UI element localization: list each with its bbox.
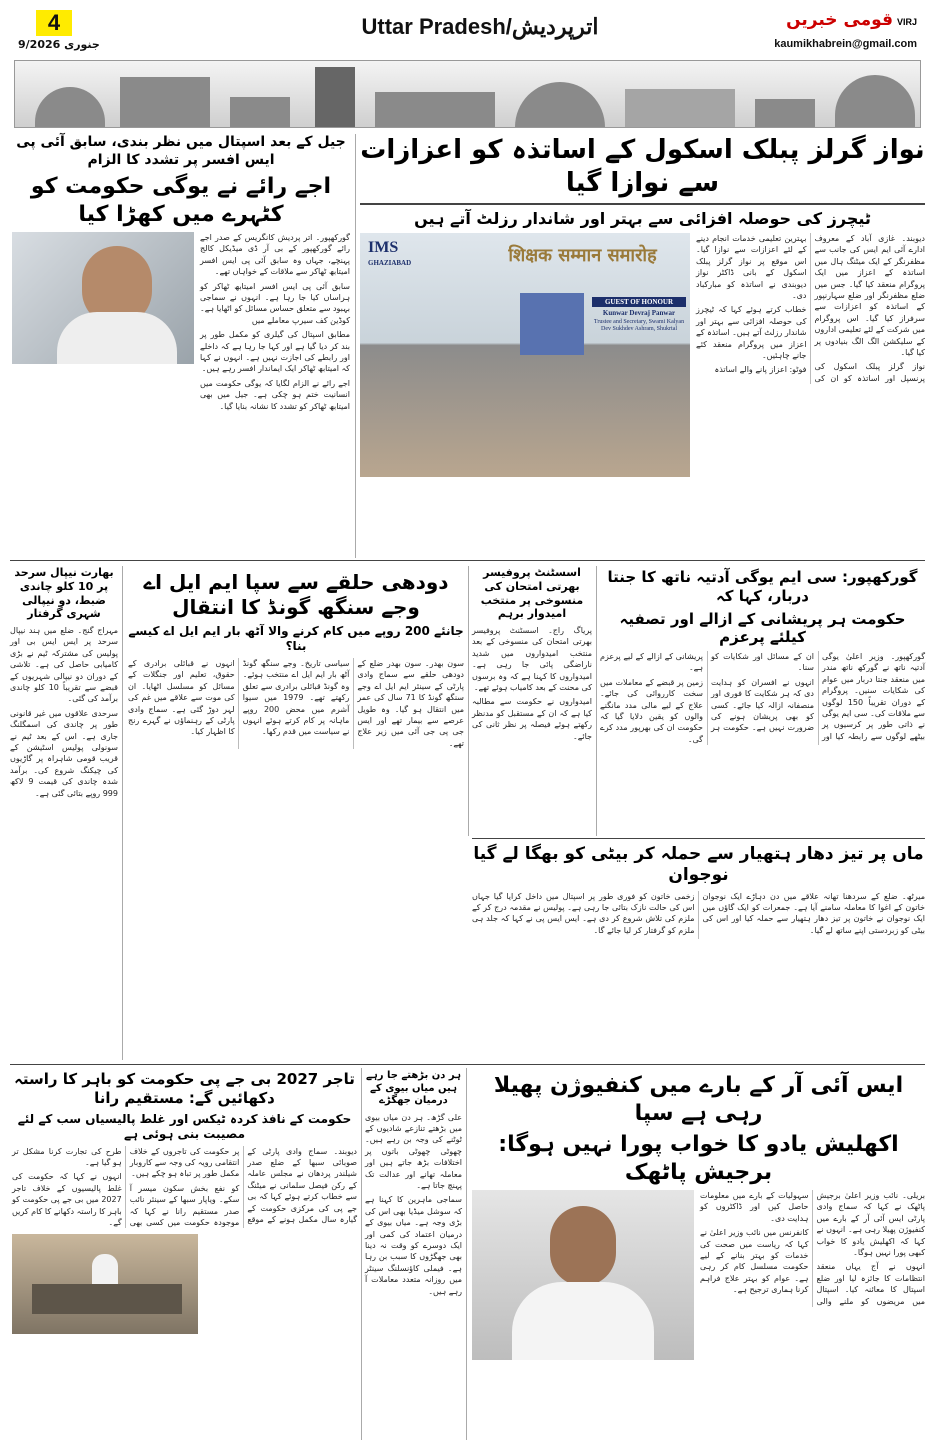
article-paragraph: مہراج گنج۔ ضلع میں ہند نیپال سرحد پر ایس ایس بی اور پولیس کی مشترکہ ٹیم نے بڑی کامیابی حاصل کی ہے۔ تلاشی کے دوران دو نیپالی شہریوں کے قبضے سے تقریباً 10 کلو چاندی برآمد کی گئی۔ <box>10 626 118 704</box>
contact-email: kaumikhabrein@gmail.com <box>774 38 917 50</box>
article-paragraph: دیوبند۔ سماج وادی پارٹی کے صوبائی سبھا کے ضلع صدر شیلندر پردھان نے مجلس عاملہ کے رکن فیصل سلمانی نے میٹنگ سے خطاب کرتے ہوئے کہا کہ بی جے پی کی مرکزی حکومت کے گیارہ سال مکمل ہونے کے موقع پر حکومت کی تاجروں کے خلاف انتقامی رویہ کی وجہ سے کاروبار مکمل طور پر تباہ ہو چکے ہیں۔ <box>129 1146 357 1224</box>
ajay-rai-kicker: جیل کے بعد اسپتال میں نظر بندی، سابق آئی پی ایس افسر پر تشدد کا الزام <box>16 134 346 168</box>
guest-of-honour-label: GUEST OF HONOUR <box>592 297 686 307</box>
article-paragraph: دیوبند۔ غازی آباد کے معروف ادارے آئی ایم ایس کی جانب سے مظفرنگر کے ایک میٹنگ ہال میں اساتذہ کے اعزاز میں ایک پروگرام منعقد کیا گیا۔ جس میں ضلع مظفرنگر اور ضلع سہارنپور کے اساتذہ کو اعزازات سے سرفراز کیا گیا۔ اس پروگرام میں شرکت کے لئے تعلیمی اداروں کے سلیکشن الگ الگ بنیادوں پر کیا گیا۔ <box>814 234 925 358</box>
husband-wife-headline: ہر دن بڑھتے جا رہے ہیں میاں بیوی کے درمیان جھگڑے <box>366 1070 461 1106</box>
article-paragraph: سرحدی علاقوں میں غیر قانونی طور پر چاندی کی اسمگلنگ جاری ہے۔ اس کے بعد ٹیم نے سونولی پولیس اسٹیشن کے قریب قومی شاہراہ پر گاڑیوں کی چیکنگ شروع کی۔ برآمد شدہ چاندی کی قیمت 9 لاکھ 999 روپے بتائی گئی ہے۔ <box>10 708 119 798</box>
nepal-article <box>10 566 118 802</box>
nepal-body <box>10 625 118 799</box>
article-paragraph: سیاسی تاریخ۔ وجے سنگھ گونڈ آٹھ بار ایم ایل اے منتخب ہوئے۔ وہ گونڈ قبائلی برادری سے تعلق رکھتے تھے۔ 1979 میں سیوا آشرم میں محض 200 روپے ماہانہ پر کام کرتے ہوئے انہوں نے سیاست میں قدم رکھا۔ <box>242 659 350 737</box>
article-paragraph: کو نفع بخش سکون میسر آ سکے۔ ویاپار سبھا کے سینئر نائب صدر مستقیم رانا نے کہا کہ موجودہ حکومت میں کسی بھی طرح کی تجارت کرنا مشکل تر ہو گیا ہے۔ <box>12 1146 240 1227</box>
guest-name: Kunwar Devraj Panwar <box>602 309 676 317</box>
mother-attack-body <box>472 891 925 940</box>
gorakhpur-subhead: حکومت ہر پریشانی کے ازالے اور تصفیہ کیلئے پرعزم <box>619 609 906 647</box>
dudhi-body <box>128 658 464 749</box>
husband-wife-article <box>365 1070 462 1300</box>
article-paragraph: نواز گرلز پبلک اسکول کی پرنسپل اور اساتذہ کو ان کی بہترین تعلیمی خدمات انجام دینے کے لئے اعزازات سے نوازا گیا۔ اس موقع پر نواز گرلز پبلک اسکول کے بانی ڈاکٹر نواز دیوبندی نے اساتذہ کو مبارکباد دی۔ <box>696 234 925 383</box>
article-paragraph: انہوں نے قبائلی برادری کے حقوق، تعلیم اور جنگلات کے مسائل کو مسلسل اٹھایا۔ ان کی موت سے علاقے میں غم کی لہر دوڑ گئی ہے۔ سماج وادی پارٹی کے رہنماؤں نے گہرے رنج کا اظہار کیا۔ <box>128 659 235 737</box>
assistant-professor-article <box>472 566 592 745</box>
article-paragraph: علی گڑھ۔ ہر دن میاں بیوی میں بڑھتے تنازعے شادیوں کے ٹوٹنے کی وجہ بن رہے ہیں۔ چھوٹی چھوٹی باتوں پر اختلافات بڑھ جاتے ہیں اور معاملہ تھانے اور عدالت تک پہنچ جاتا ہے۔ <box>365 1112 462 1190</box>
article-paragraph: زمین پر قبضے کے معاملات میں سخت کارروائی کی جائے۔ علاج کے لیے مالی مدد مانگنے والوں کو یقین دلایا گیا کہ حکومت ان کی بھرپور مدد کرے گی۔ <box>600 677 703 744</box>
traders-body <box>12 1146 357 1229</box>
logo-text: قومی خبریں <box>786 10 893 30</box>
ajay-rai-photo <box>12 232 194 364</box>
article-paragraph: خطاب کرتے ہوئے کہا کہ ٹیچرز کی حوصلہ افزائی سے بہتر اور شاندار رزلٹ آتے ہیں۔ اساتذہ کے اعزاز میں پروگرام منعقد کئے جانے چاہئیں۔ <box>696 305 807 361</box>
article-paragraph: انہوں نے آج یہاں منعقد انتظامات کا جائزہ لیا اور ضلع اسپتال کا معائنہ کیا۔ اسپتال میں مریضوں کو ملنے والی سہولیات کے بارے میں معلومات حاصل کیں اور ڈاکٹروں کو ہدایت دی۔ <box>700 1191 925 1306</box>
banner-title: शिक्षक सम्मान समारोह <box>508 245 657 266</box>
sir-headline-line2: اکھلیش یادو کا خواب پورا نہیں ہوگا: برجیش پاٹھک <box>498 1132 899 1185</box>
traders-article <box>12 1070 357 1334</box>
article-paragraph: مطابق اسپتال کی گیلری کو مکمل طور پر بند کر دیا گیا ہے اور کہا جا رہا ہے کہ داخلے اور رابطے کی اجازت نہیں ہے۔ انہوں نے کہا کہ امیتابھ ٹھاکر ایک ایماندار افسر رہے ہیں۔ <box>200 330 350 374</box>
sir-article <box>472 1072 925 1360</box>
mother-attack-headline: ماں پر تیز دھار ہتھیار سے حملہ کر بیٹی کو بھگا لے گیا نوجوان <box>473 844 924 886</box>
article-paragraph: انہوں نے کہا کہ حکومت کی غلط پالیسیوں کے خلاف تاجر 2027 میں بی جے پی حکومت کو باہر کا راستہ دکھانے کا کام کریں گے۔ <box>12 1172 122 1227</box>
nawaz-girls-subhead: ٹیچرز کی حوصلہ افزائی سے بہتر اور شاندار رزلٹ آتے ہیں <box>414 209 871 228</box>
newspaper-logo <box>786 10 917 30</box>
traders-subhead: حکومت کے نافذ کردہ ٹیکس اور غلط پالیسیاں سب کے لئے مصیبت بنی ہوئی ہے <box>17 1111 352 1141</box>
guest-of-honour-box <box>592 297 686 335</box>
issue-date: 9/جنوری 2026 <box>18 38 100 51</box>
article-paragraph: میرٹھ۔ ضلع کے سردھنا تھانہ علاقے میں دن دہاڑے ایک نوجوان خاتون کے اغوا کا معاملہ سامنے آیا ہے۔ جمعرات کو ایک گاؤں میں ایک نوجوان نے خاتون پر تیز دھار ہتھیار سے حملہ کیا اور اس کی بیٹی کو زبردستی اپنے ساتھ لے گیا۔ <box>702 891 925 935</box>
assistant-professor-headline: اسسٹنٹ پروفیسر بھرتی امتحان کی منسوخی پر منتخب امیدوار برہم <box>480 566 584 621</box>
article-paragraph: امیدواروں نے حکومت سے مطالبہ کیا ہے کہ ان کے مستقبل کو مدنظر رکھتے ہوئے فیصلہ پر نظر ثانی کی جائے۔ <box>472 697 592 741</box>
sir-body <box>700 1190 925 1307</box>
logo-mark: VIRJ <box>896 17 917 27</box>
guest-title: Trustee and Secretary, Swami Kalyan Dev Sukhdev Ashram, Shukrtal <box>593 319 685 332</box>
assistant-professor-body <box>472 625 592 742</box>
husband-wife-body <box>365 1112 462 1298</box>
article-paragraph: کانفرنس میں نائب وزیر اعلیٰ نے کہا کہ ریاست میں صحت کی خدمات کو بہتر بنانے کے لیے حکومت مسلسل کام کر رہی ہے۔ عوام کو بہتر علاج فراہم کرنا ہماری ترجیح ہے۔ <box>700 1228 809 1295</box>
nawaz-girls-headline: نواز گرلز پبلک اسکول کے اساتذہ کو اعزازات سے نوازا گیا <box>360 135 925 198</box>
section-title: Uttar Pradesh/اترپردیش <box>361 14 599 39</box>
article-paragraph: پریاگ راج۔ اسسٹنٹ پروفیسر بھرتی امتحان کی منسوخی کے بعد منتخب امیدواروں میں شدید ناراضگی پائی جا رہی ہے۔ امیدواروں کا کہنا ہے کہ وہ برسوں کی محنت کے بعد کامیاب ہوئے تھے۔ <box>472 626 592 693</box>
gorakhpur-headline: گورکھپور: سی ایم یوگی آدتیہ ناتھ کا جنتا دربار، کہا کہ <box>607 568 918 605</box>
brajesh-pathak-photo <box>472 1190 694 1360</box>
ajay-rai-headline: اجے رائے نے یوگی حکومت کو کٹہرے میں کھڑا کیا <box>30 174 332 227</box>
article-paragraph: گورکھپور۔ وزیر اعلیٰ یوگی آدتیہ ناتھ نے گورکھ ناتھ مندر میں منعقد جنتا دربار میں عوام کی شکایات سنیں۔ پروگرام کے دوران تقریباً 150 لوگوں سے ملاقات کی۔ سی ایم یوگی نے ذاتی طور پر کرسیوں پر بیٹھے لوگوں سے رابطہ کیا اور ان کے مسائل اور شکایات کو سنا۔ <box>711 652 925 741</box>
dudhi-headline: دودھی حلقے سے سپا ایم ایل اے وجے سنگھ گونڈ کا انتقال <box>143 570 449 619</box>
ajay-rai-body <box>200 232 350 415</box>
article-paragraph: سماجی ماہرین کا کہنا ہے کہ سوشل میڈیا بھی اس کی بڑی وجہ ہے۔ میاں بیوی کے درمیان اعتماد کی کمی اور ایک دوسرے کو وقت نہ دینا بھی جھگڑوں کا سبب بن رہا ہے۔ فیملی کاؤنسلنگ سینٹر میں روزانہ متعدد معاملات آ رہے ہیں۔ <box>365 1195 462 1296</box>
ajay-rai-article <box>12 134 350 415</box>
ims-logo-sub: GHAZIABAD <box>368 259 412 267</box>
nawaz-girls-body <box>696 233 925 384</box>
page-number: 4 <box>36 10 72 36</box>
mother-attack-article <box>472 844 925 939</box>
gorakhpur-body <box>600 651 925 745</box>
traders-headline: تاجر 2027 بی جے پی حکومت کو باہر کا راستہ دکھائیں گے: مستقیم رانا <box>14 1070 355 1107</box>
article-paragraph: انہوں نے افسران کو ہدایت دی کہ ہر شکایت کا فوری اور منصفانہ ازالہ کیا جائے۔ کسی کو بھی پریشان ہونے کی ضرورت نہیں ہے۔ حکومت ہر پریشانی کے ازالے کے لیے پرعزم ہے۔ <box>600 652 814 733</box>
dudhi-article <box>128 570 464 749</box>
article-paragraph: سابق آئی پی ایس افسر امیتابھ ٹھاکر کو ہراساں کیا جا رہا ہے۔ انہوں نے سماجی بہبود سے متعلق حساس مسائل کو اٹھایا ہے۔ کوڈین کف سیرپ معاملے میں <box>200 281 350 325</box>
dudhi-subhead: جانئے 200 روپے میں کام کرنے والا آٹھ بار ایم ایل اے کیسے بنا؟ <box>128 624 464 653</box>
article-paragraph: اجے رائے نے الزام لگایا کہ یوگی حکومت میں انسانیت ختم ہو چکی ہے۔ جیل میں بھی امیتابھ ٹھاکر کو تشدد کا نشانہ بنایا گیا۔ <box>200 378 350 411</box>
nawaz-girls-article <box>360 134 925 477</box>
article-paragraph: بریلی۔ نائب وزیر اعلیٰ برجیش پاٹھک نے کہا کہ سماج وادی پارٹی ایس آئی آر کے بارے میں کنفیوژن پھیلا رہی ہے۔ انہوں نے کہا کہ اکھلیش یادو کا خواب کبھی پورا نہیں ہوگا۔ <box>816 1191 925 1258</box>
article-paragraph: فوٹو: اعزاز پانے والے اساتذہ <box>714 365 807 375</box>
article-paragraph: زخمی خاتون کو فوری طور پر اسپتال میں داخل کرایا گیا جہاں اس کی حالت نازک بتائی جا رہی ہے۔ پولیس نے مقدمہ درج کر کے ملزم کی تلاش شروع کر دی ہے۔ ایس ایس پی نے کہا کہ جلد ہی ملزم کو گرفتار کر لیا جائے گا۔ <box>472 891 695 935</box>
traders-meeting-photo <box>12 1234 198 1334</box>
award-ceremony-photo <box>360 233 690 477</box>
gorakhpur-article <box>600 568 925 745</box>
skyline-banner-image <box>14 60 921 128</box>
sir-headline-line1: ایس آئی آر کے بارے میں کنفیوژن پھیلا رہی ہے سپا <box>493 1073 904 1126</box>
nepal-headline: بھارت نیپال سرحد پر 10 کلو چاندی ضبط، دو نیپالی شہری گرفتار <box>14 566 114 621</box>
article-paragraph: سون بھدر۔ سون بھدر ضلع کے دودھی حلقے سے سماج وادی پارٹی کے سینئر ایم ایل اے وجے سنگھ گونڈ کا 71 سال کی عمر میں انتقال ہو گیا۔ وہ طویل عرصے سے بیمار تھے اور ایس جی پی جی آئی میں زیر علاج تھے۔ <box>357 659 464 748</box>
ims-logo: IMS <box>368 239 399 256</box>
article-paragraph: گورکھپور۔ اتر پردیش کانگریس کے صدر اجے رائے گورکھپور کے بی آر ڈی میڈیکل کالج پہنچے، جہاں وہ سابق آئی پی ایس افسر امیتابھ ٹھاکر سے ملاقات کے خواہاں تھے۔ <box>200 233 350 277</box>
